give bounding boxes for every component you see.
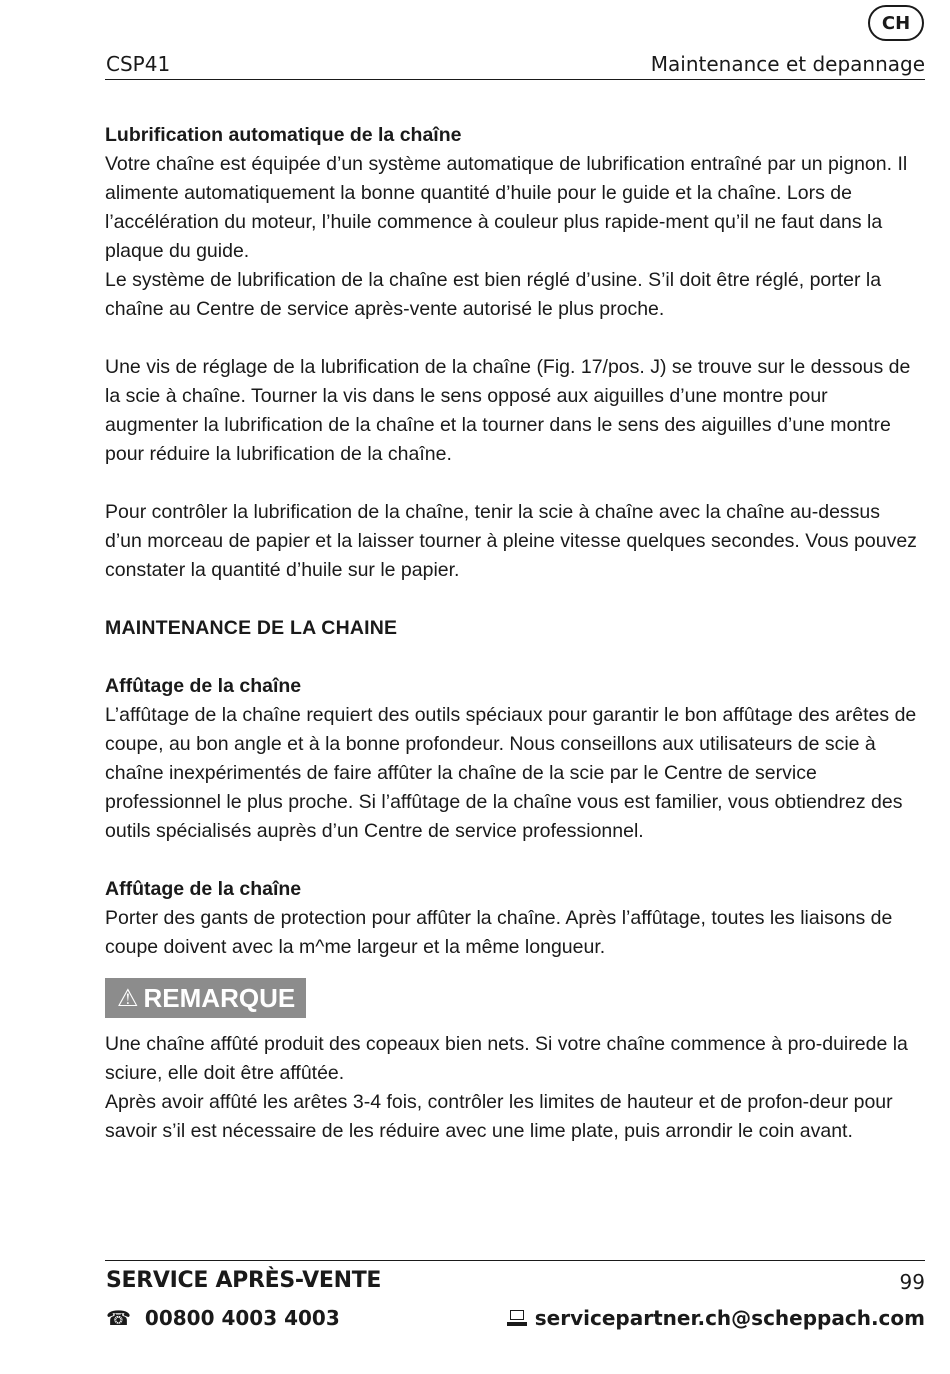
country-code: CH	[881, 12, 911, 34]
lubrication-paragraph-2: Le système de lubrification de la chaîne est bien réglé d’usine. S’il doit être réglé, porter la chaîne au Centre de service après-vente autorisé le plus proche.	[105, 269, 882, 320]
note-badge	[105, 978, 306, 1018]
telephone-icon: ☎	[106, 1306, 131, 1330]
phone-number: 00800 4003 4003	[144, 1306, 340, 1330]
lubrication-paragraph-4: Pour contrôler la lubrification de la chaîne, tenir la scie à chaîne avec la chaîne au-dessus d’un morceau de papier et la laisser tourner à pleine vitesse quelques secondes. Vous pouvez constater la quantité d’huile sur le papier.	[105, 501, 917, 581]
note-paragraph-1: Une chaîne affûté produit des copeaux bien nets. Si votre chaîne commence à pro-duirede la sciure, elle doit être affûtée.	[105, 1033, 908, 1084]
service-title: SERVICE APRÈS-VENTE	[106, 1268, 382, 1293]
note-paragraph-2: Après avoir affûté les arêtes 3-4 fois, contrôler les limites de hauteur et de profon-deur pour savoir s’il est nécessaire de les réduire avec une lime plate, puis arrondir le coin avant.	[105, 1091, 893, 1142]
sharpening-heading-1: Affûtage de la chaîne	[105, 675, 302, 697]
service-phone	[106, 1306, 340, 1330]
sharpening-paragraph-2: Porter des gants de protection pour affûter la chaîne. Après l’affûtage, toutes les liaisons de coupe doivent avec la m^me largeur et la même longueur.	[105, 907, 893, 958]
section-title: Maintenance et depannage	[650, 52, 925, 76]
country-badge	[868, 5, 924, 41]
lubrication-heading: Lubrification automatique de la chaîne	[105, 124, 462, 146]
sharpening-paragraph-1: L’affûtage de la chaîne requiert des outils spéciaux pour garantir le bon affûtage des arêtes de coupe, au bon angle et à la bonne profondeur. Nous conseillons aux utilisateurs de scie à chaîne inexpérimentés de faire affûter la chaîne de la scie par le Centre de service professionnel le plus proche. Si l’affûtage de la chaîne vous est familier, vous obtiendrez des outils spécialisés auprès d’un Centre de service professionnel.	[105, 704, 917, 842]
computer-icon	[507, 1310, 527, 1327]
sharpening-heading-2: Affûtage de la chaîne	[105, 878, 302, 900]
chain-maintenance-heading: MAINTENANCE DE LA CHAINE	[105, 617, 398, 639]
page-content	[105, 121, 920, 1146]
footer-divider	[105, 1260, 925, 1261]
service-email	[507, 1306, 925, 1330]
model-name: CSP41	[106, 52, 171, 76]
note-label: REMARQUE	[143, 982, 296, 1013]
header-divider	[105, 79, 925, 80]
warning-triangle-icon: ⚠	[117, 984, 139, 1012]
page-number: 99	[899, 1270, 925, 1294]
lubrication-paragraph-1: Votre chaîne est équipée d’un système automatique de lubrification entraîné par un pignon. Il alimente automatiquement la bonne quantité d’huile pour le guide et la chaîne. Lors de l’accélération du moteur, l’huile commence à couleur plus rapide-ment qu’il ne faut dans la plaque du guide.	[105, 153, 908, 262]
email-address: servicepartner.ch@scheppach.com	[534, 1306, 925, 1330]
lubrication-paragraph-3: Une vis de réglage de la lubrification de la chaîne (Fig. 17/pos. J) se trouve sur le dessous de la scie à chaîne. Tourner la vis dans le sens opposé aux aiguilles d’une montre pour augmenter la lubrification de la chaîne et la tourner dans le sens des aiguilles d’une montre pour réduire la lubrification de la chaîne.	[105, 356, 911, 465]
